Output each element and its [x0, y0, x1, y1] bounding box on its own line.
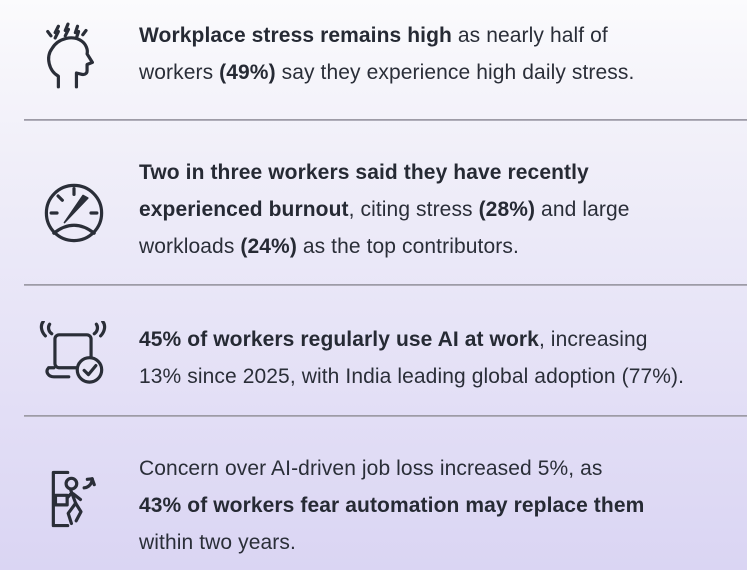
stat-text-regular: , increasing — [538, 328, 648, 351]
stat-text-bold: (28%) — [478, 198, 536, 221]
divider — [24, 415, 747, 417]
stat-text — [139, 321, 740, 395]
job-loss-exit-icon — [39, 465, 107, 533]
stat-line — [139, 487, 740, 524]
stat-text-regular: workers — [139, 61, 220, 84]
stat-line — [139, 524, 740, 561]
stat-line — [139, 191, 740, 228]
stat-text-bold: experienced burnout — [139, 198, 349, 221]
stat-line — [139, 154, 740, 191]
stat-line — [139, 54, 740, 91]
stat-text-regular: 13% since 2025, with India leading global adoption (77%). — [139, 365, 685, 388]
stat-text-regular: Concern over AI-driven job loss increased 5%, as — [139, 457, 603, 480]
stat-line — [139, 358, 740, 395]
stat-text-regular: say they experience high daily stress. — [275, 61, 635, 84]
stat-text-regular: workloads — [139, 235, 241, 258]
stat-text — [139, 154, 740, 265]
stat-text-regular: , citing stress — [348, 198, 479, 221]
stat-text-bold: (24%) — [240, 235, 297, 258]
stat-text — [139, 17, 740, 91]
divider — [24, 119, 747, 121]
stat-text-bold: 45% of workers regularly use AI at work — [139, 328, 539, 351]
stat-text-regular: as nearly half of — [451, 24, 608, 47]
stat-text-bold: (49%) — [219, 61, 276, 84]
stat-line — [139, 17, 740, 54]
stat-text-regular: as the top contributors. — [296, 235, 519, 258]
stat-line — [139, 321, 740, 358]
stressed-head-icon — [35, 22, 103, 90]
stat-text-regular: and large — [535, 198, 630, 221]
stat-text — [139, 450, 740, 561]
laptop-ai-adoption-icon — [39, 321, 107, 389]
stat-text-regular: within two years. — [139, 531, 296, 554]
stat-text-bold: Workplace stress remains high — [139, 24, 452, 47]
divider — [24, 284, 747, 286]
burnout-gauge-icon — [40, 179, 108, 247]
stat-text-bold: Two in three workers said they have recently — [139, 161, 589, 184]
stat-line — [139, 450, 740, 487]
stat-text-bold: 43% of workers fear automation may replace them — [139, 494, 645, 517]
stat-line — [139, 228, 740, 265]
